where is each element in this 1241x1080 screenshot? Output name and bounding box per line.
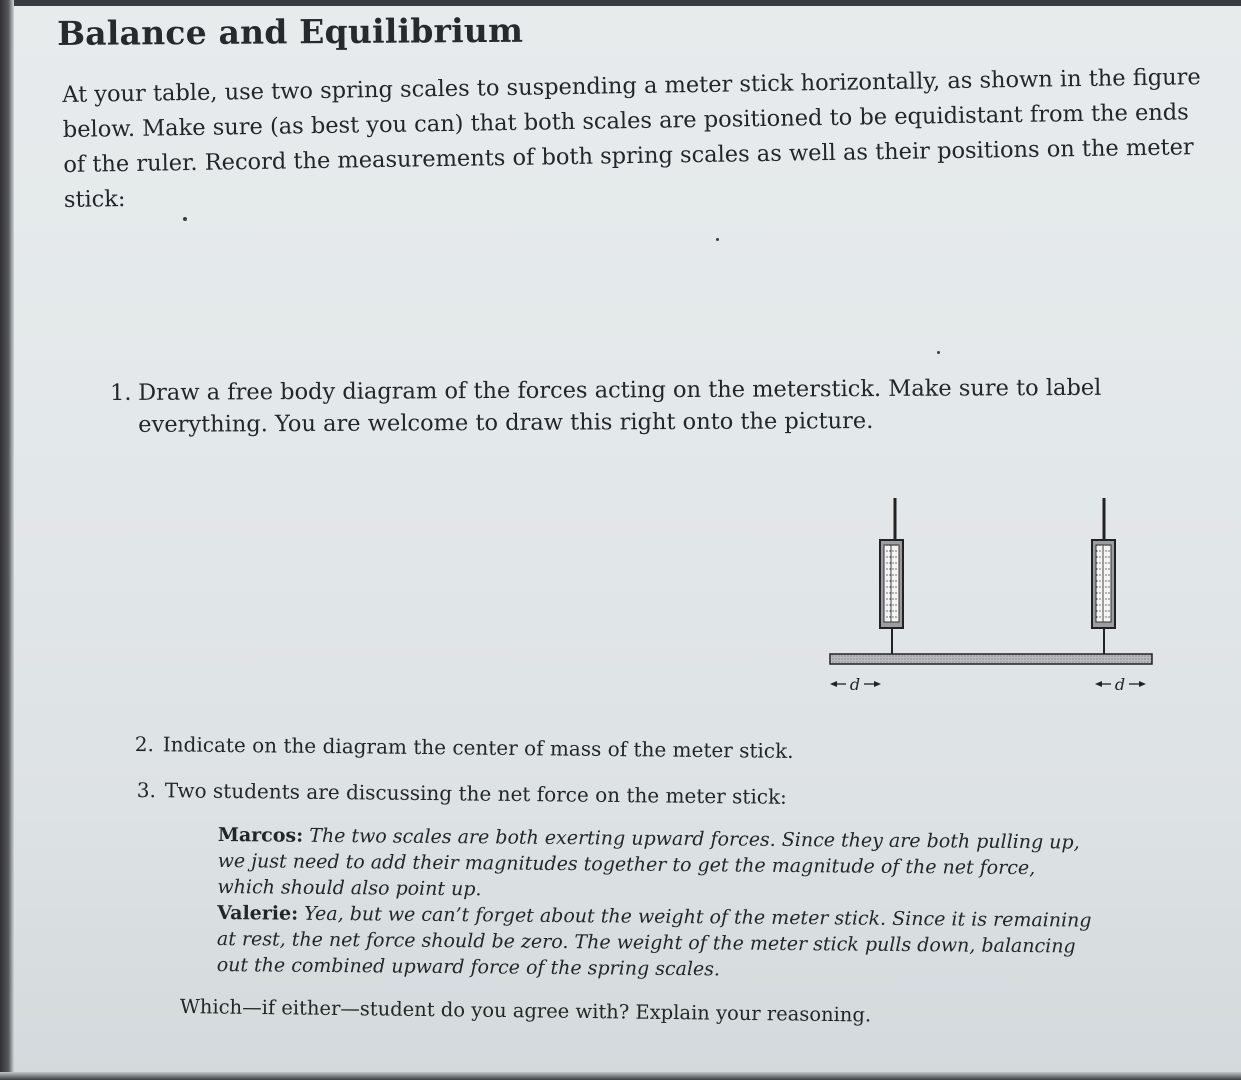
screen-speck [716, 238, 719, 241]
question-1-text: Draw a free body diagram of the forces acting on the meterstick. Make sure to label everything. You are welcome to draw this right onto the picture. [138, 374, 1102, 438]
left-distance-marker [830, 675, 881, 694]
speaker-valerie: Valerie: [217, 901, 299, 925]
question-2 [135, 730, 835, 765]
valerie-statement: Yea, but we can’t forget about the weight of the meter stick. Since it is remaining at rest, the net force should be zero. The weight of the meter stick pulls down, balancing out the combined upward force of the spring scales. [216, 902, 1092, 981]
marcos-statement: The two scales are both exerting upward forces. Since they are both pulling up, we just need to add their magnitudes together to get the magnitude of the net force, which should also point up. [217, 824, 1080, 901]
left-spring-scale [880, 498, 903, 656]
closing-question: Which—if either—student do you agree with? Explain your reasoning. [179, 994, 872, 1027]
monitor-bezel-top [0, 0, 1241, 6]
question-2-number: 2. [134, 731, 155, 757]
screen-speck [937, 351, 940, 354]
question-2-text: Indicate on the diagram the center of mass of the meter stick. [162, 732, 794, 763]
meter-stick [830, 654, 1152, 664]
speaker-marcos: Marcos: [217, 823, 304, 847]
monitor-bezel-left [0, 0, 14, 1080]
student-dialogue [217, 822, 1098, 986]
question-1-number: 1. [110, 379, 132, 406]
dialogue-marcos [217, 822, 1098, 908]
right-spring-scale [1092, 498, 1115, 656]
meter-stick-figure [820, 490, 1170, 700]
question-3-text: Two students are discussing the net force on the meter stick: [164, 778, 788, 809]
page-title: Balance and Equilibrium [57, 10, 524, 53]
monitor-bezel-bottom [0, 1072, 1241, 1080]
intro-paragraph: At your table, use two spring scales to suspending a meter stick horizontally, as shown in the figure below. Make sure (as best you can) that both scales are positioned to be equidistant from the ends of the ruler. Record the measurements of both spring scales as well as their positions on the meter stick: [62, 64, 1201, 213]
right-distance-marker [1095, 675, 1146, 694]
dialogue-valerie [217, 900, 1098, 986]
question-3 [137, 776, 837, 811]
question-3-number: 3. [136, 777, 157, 803]
left-distance-label: d [849, 675, 861, 694]
screen-speck [183, 217, 187, 221]
question-1 [110, 371, 1190, 441]
right-distance-label: d [1114, 675, 1126, 694]
